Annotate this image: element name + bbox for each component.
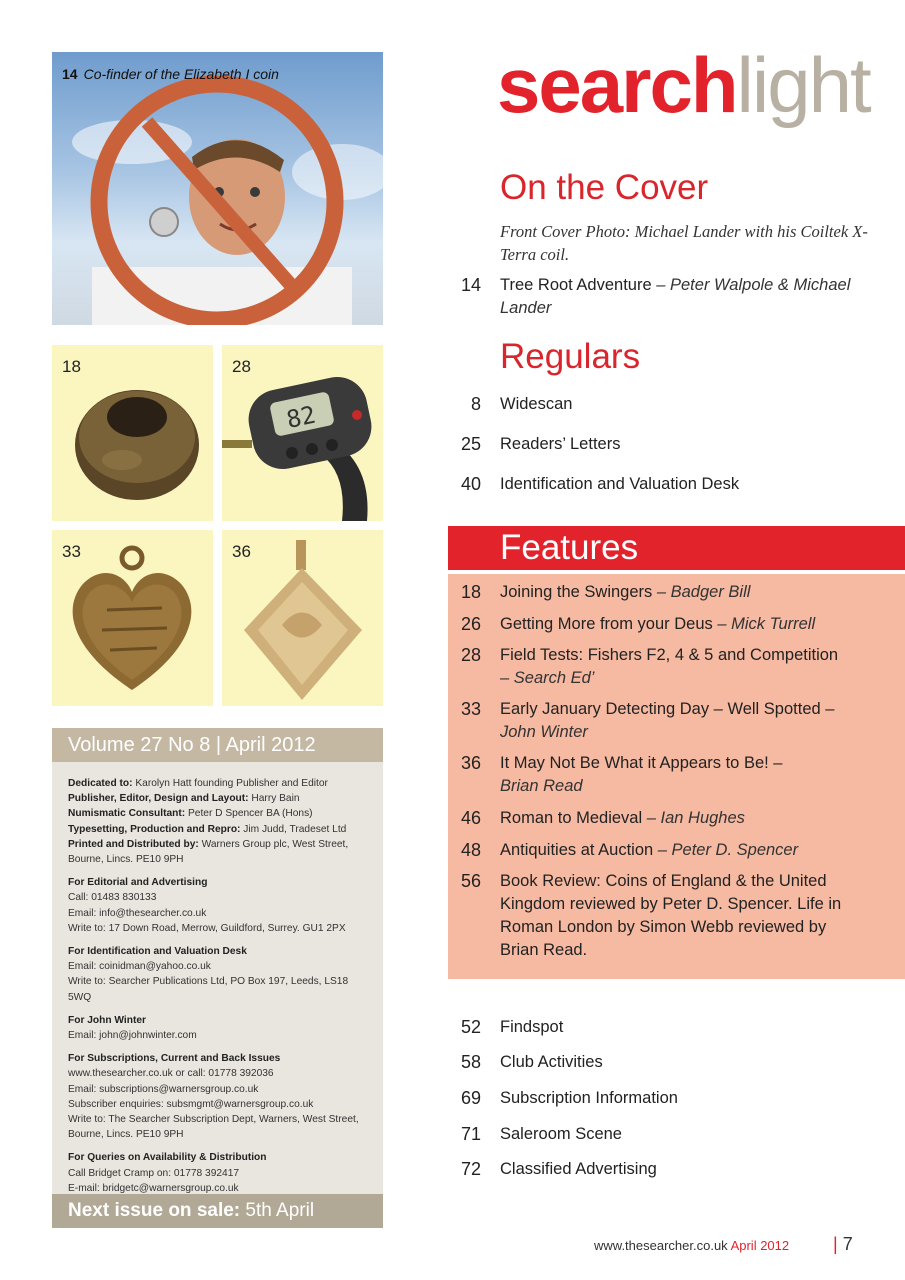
searchlight-logo <box>497 40 870 131</box>
contact-line: www.thesearcher.co.uk or call: 01778 392036 <box>68 1068 274 1080</box>
thumb-number: 36 <box>232 542 251 561</box>
thumb-33 <box>52 530 213 706</box>
toc-title: Roman to Medieval <box>500 809 643 827</box>
toc-page-number: 52 <box>460 1017 481 1037</box>
toc-title: Tree Root Adventure <box>500 276 652 294</box>
regulars-heading: Regulars <box>500 337 641 376</box>
features-heading: Features <box>500 528 639 567</box>
contact-line: E-mail: bridgetc@warnersgroup.co.uk <box>68 1182 239 1194</box>
footer-page-number: 7 <box>842 1234 853 1254</box>
credit-label: Typesetting, Production and Repro: <box>68 823 241 835</box>
toc-author: – Ian Hughes <box>642 809 745 827</box>
thumb-number: 28 <box>232 357 251 376</box>
toc-author: – Badger Bill <box>652 583 751 601</box>
toc-page-number: 36 <box>460 753 481 773</box>
toc-page-number: 33 <box>460 699 481 719</box>
logo-search: search <box>497 41 737 129</box>
toc-title: Early January Detecting Day – Well Spotted – <box>500 700 835 718</box>
toc-page-number: 25 <box>460 434 481 454</box>
toc-title: Antiquities at Auction <box>500 841 654 859</box>
toc-page-number: 26 <box>460 614 481 634</box>
thumb-18 <box>52 345 213 521</box>
subs-contact <box>68 1051 373 1142</box>
toc-page-number: 72 <box>460 1159 481 1179</box>
footer-month: April 2012 <box>727 1238 790 1253</box>
toc-title: Classified Advertising <box>500 1160 657 1178</box>
toc-page-number: 69 <box>460 1088 481 1108</box>
credit-label: Publisher, Editor, Design and Layout: <box>68 793 249 805</box>
contact-line: Write to: Searcher Publications Ltd, PO Box 197, Leeds, LS18 5WQ <box>68 976 349 1003</box>
queries-contact <box>68 1150 373 1196</box>
winter-contact <box>68 1013 373 1043</box>
toc-title: Saleroom Scene <box>500 1125 622 1143</box>
toc-page-number: 18 <box>460 582 481 602</box>
toc-title: Field Tests: Fishers F2, 4 & 5 and Competition <box>500 646 839 664</box>
cover-heading: On the Cover <box>500 168 709 207</box>
contact-line: Email: info@thesearcher.co.uk <box>68 907 207 919</box>
toc-author: John Winter <box>500 723 588 741</box>
toc-author: Brian Read <box>500 777 583 795</box>
toc-title: Joining the Swingers <box>500 583 653 601</box>
ident-contact <box>68 944 373 1005</box>
contact-heading: For Editorial and Advertising <box>68 877 208 889</box>
toc-page-number: 14 <box>460 275 481 295</box>
volume-bar: Volume 27 No 8 | April 2012 <box>52 728 383 762</box>
credit-label: Numismatic Consultant: <box>68 808 186 820</box>
toc-title: Book Review: Coins of England & the United Kingdom reviewed by Peter D. Spencer. Life in Roman London by Simon Webb reviewed by Brian Read. <box>500 872 842 959</box>
next-issue-date: 5th April <box>240 1200 315 1221</box>
credit-label: Printed and Distributed by: <box>68 838 199 850</box>
toc-author: – Search Ed’ <box>500 669 595 687</box>
toc-title: Getting More from your Deus <box>500 615 713 633</box>
footer-url <box>594 1238 789 1253</box>
credit-value: Karolyn Hatt founding Publisher and Editor <box>132 778 328 789</box>
toc-page-number: 46 <box>460 808 481 828</box>
credit-value: Warners Group plc, West Street, Bourne, Lincs. PE10 9PH <box>68 838 349 866</box>
toc-page-number: 28 <box>460 645 481 665</box>
editorial-contact <box>68 875 373 936</box>
thumb-number: 18 <box>62 357 81 376</box>
footer-website[interactable]: www.thesearcher.co.uk <box>594 1238 728 1253</box>
hero-caption-text: Co-finder of the Elizabeth I coin <box>83 66 279 82</box>
credits-block <box>68 776 373 867</box>
next-issue-bar <box>52 1194 383 1228</box>
contact-line: Call Bridget Cramp on: 01778 392417 <box>68 1167 240 1179</box>
toc-page-number: 71 <box>460 1124 481 1144</box>
next-issue-label: Next issue on sale: <box>68 1200 241 1221</box>
toc-page-number: 8 <box>470 394 481 414</box>
contact-line: Email: john@johnwinter.com <box>68 1030 197 1042</box>
credit-label: Dedicated to: <box>68 778 133 789</box>
cover-photo-caption: Front Cover Photo: Michael Lander with his Coiltek X-Terra coil. <box>500 222 868 264</box>
contact-heading: For Identification and Valuation Desk <box>68 946 247 958</box>
contact-line: Email: coinidman@yahoo.co.uk <box>68 961 211 973</box>
svg-text:82: 82 <box>284 400 319 434</box>
toc-author: – Peter Walpole & Michael Lander <box>500 276 851 317</box>
contact-heading: For Queries on Availability & Distribution <box>68 1152 267 1164</box>
logo-light: light <box>736 41 870 129</box>
toc-title: Identification and Valuation Desk <box>500 475 740 493</box>
credit-value: Peter D Spencer BA (Hons) <box>185 808 313 820</box>
toc-title: Subscription Information <box>500 1089 678 1107</box>
toc-author: – Peter D. Spencer <box>653 841 799 859</box>
toc-page-number: 40 <box>460 474 481 494</box>
thumb-28 <box>222 345 383 521</box>
detector-coil-man-image <box>52 52 383 325</box>
footer-divider: | <box>833 1234 838 1254</box>
toc-author: – Mick Turrell <box>712 615 816 633</box>
page-number <box>833 1234 853 1255</box>
toc-page-number: 56 <box>460 871 481 891</box>
toc-title: Findspot <box>500 1018 564 1036</box>
toc-title: It May Not Be What it Appears to Be! – <box>500 754 783 772</box>
toc-title: Club Activities <box>500 1053 603 1071</box>
hero-caption <box>62 66 279 82</box>
thumb-36 <box>222 530 383 706</box>
toc-page-number: 48 <box>460 840 481 860</box>
credit-value: Harry Bain <box>248 793 300 805</box>
contact-line: Subscriber enquiries: subsmgmt@warnersgroup.co.uk <box>68 1098 314 1110</box>
contact-line: Write to: 17 Down Road, Merrow, Guildford, Surrey. GU1 2PX <box>68 922 346 934</box>
toc-title: Widescan <box>500 395 573 413</box>
contact-heading: For John Winter <box>68 1014 147 1026</box>
contact-line: Email: subscriptions@warnersgroup.co.uk <box>68 1083 259 1095</box>
contact-heading: For Subscriptions, Current and Back Issues <box>68 1053 281 1065</box>
credits-panel <box>52 762 383 1194</box>
cover-photo <box>52 52 383 325</box>
contact-line: Write to: The Searcher Subscription Dept, Warners, West Street, Bourne, Lincs. PE10 9PH <box>68 1114 359 1141</box>
hero-page-number: 14 <box>62 66 78 82</box>
credit-value: Jim Judd, Tradeset Ltd <box>240 823 347 835</box>
toc-title: Readers’ Letters <box>500 435 621 453</box>
contact-line: Call: 01483 830133 <box>68 892 157 904</box>
thumb-number: 33 <box>62 542 81 561</box>
toc-page-number: 58 <box>460 1052 481 1072</box>
